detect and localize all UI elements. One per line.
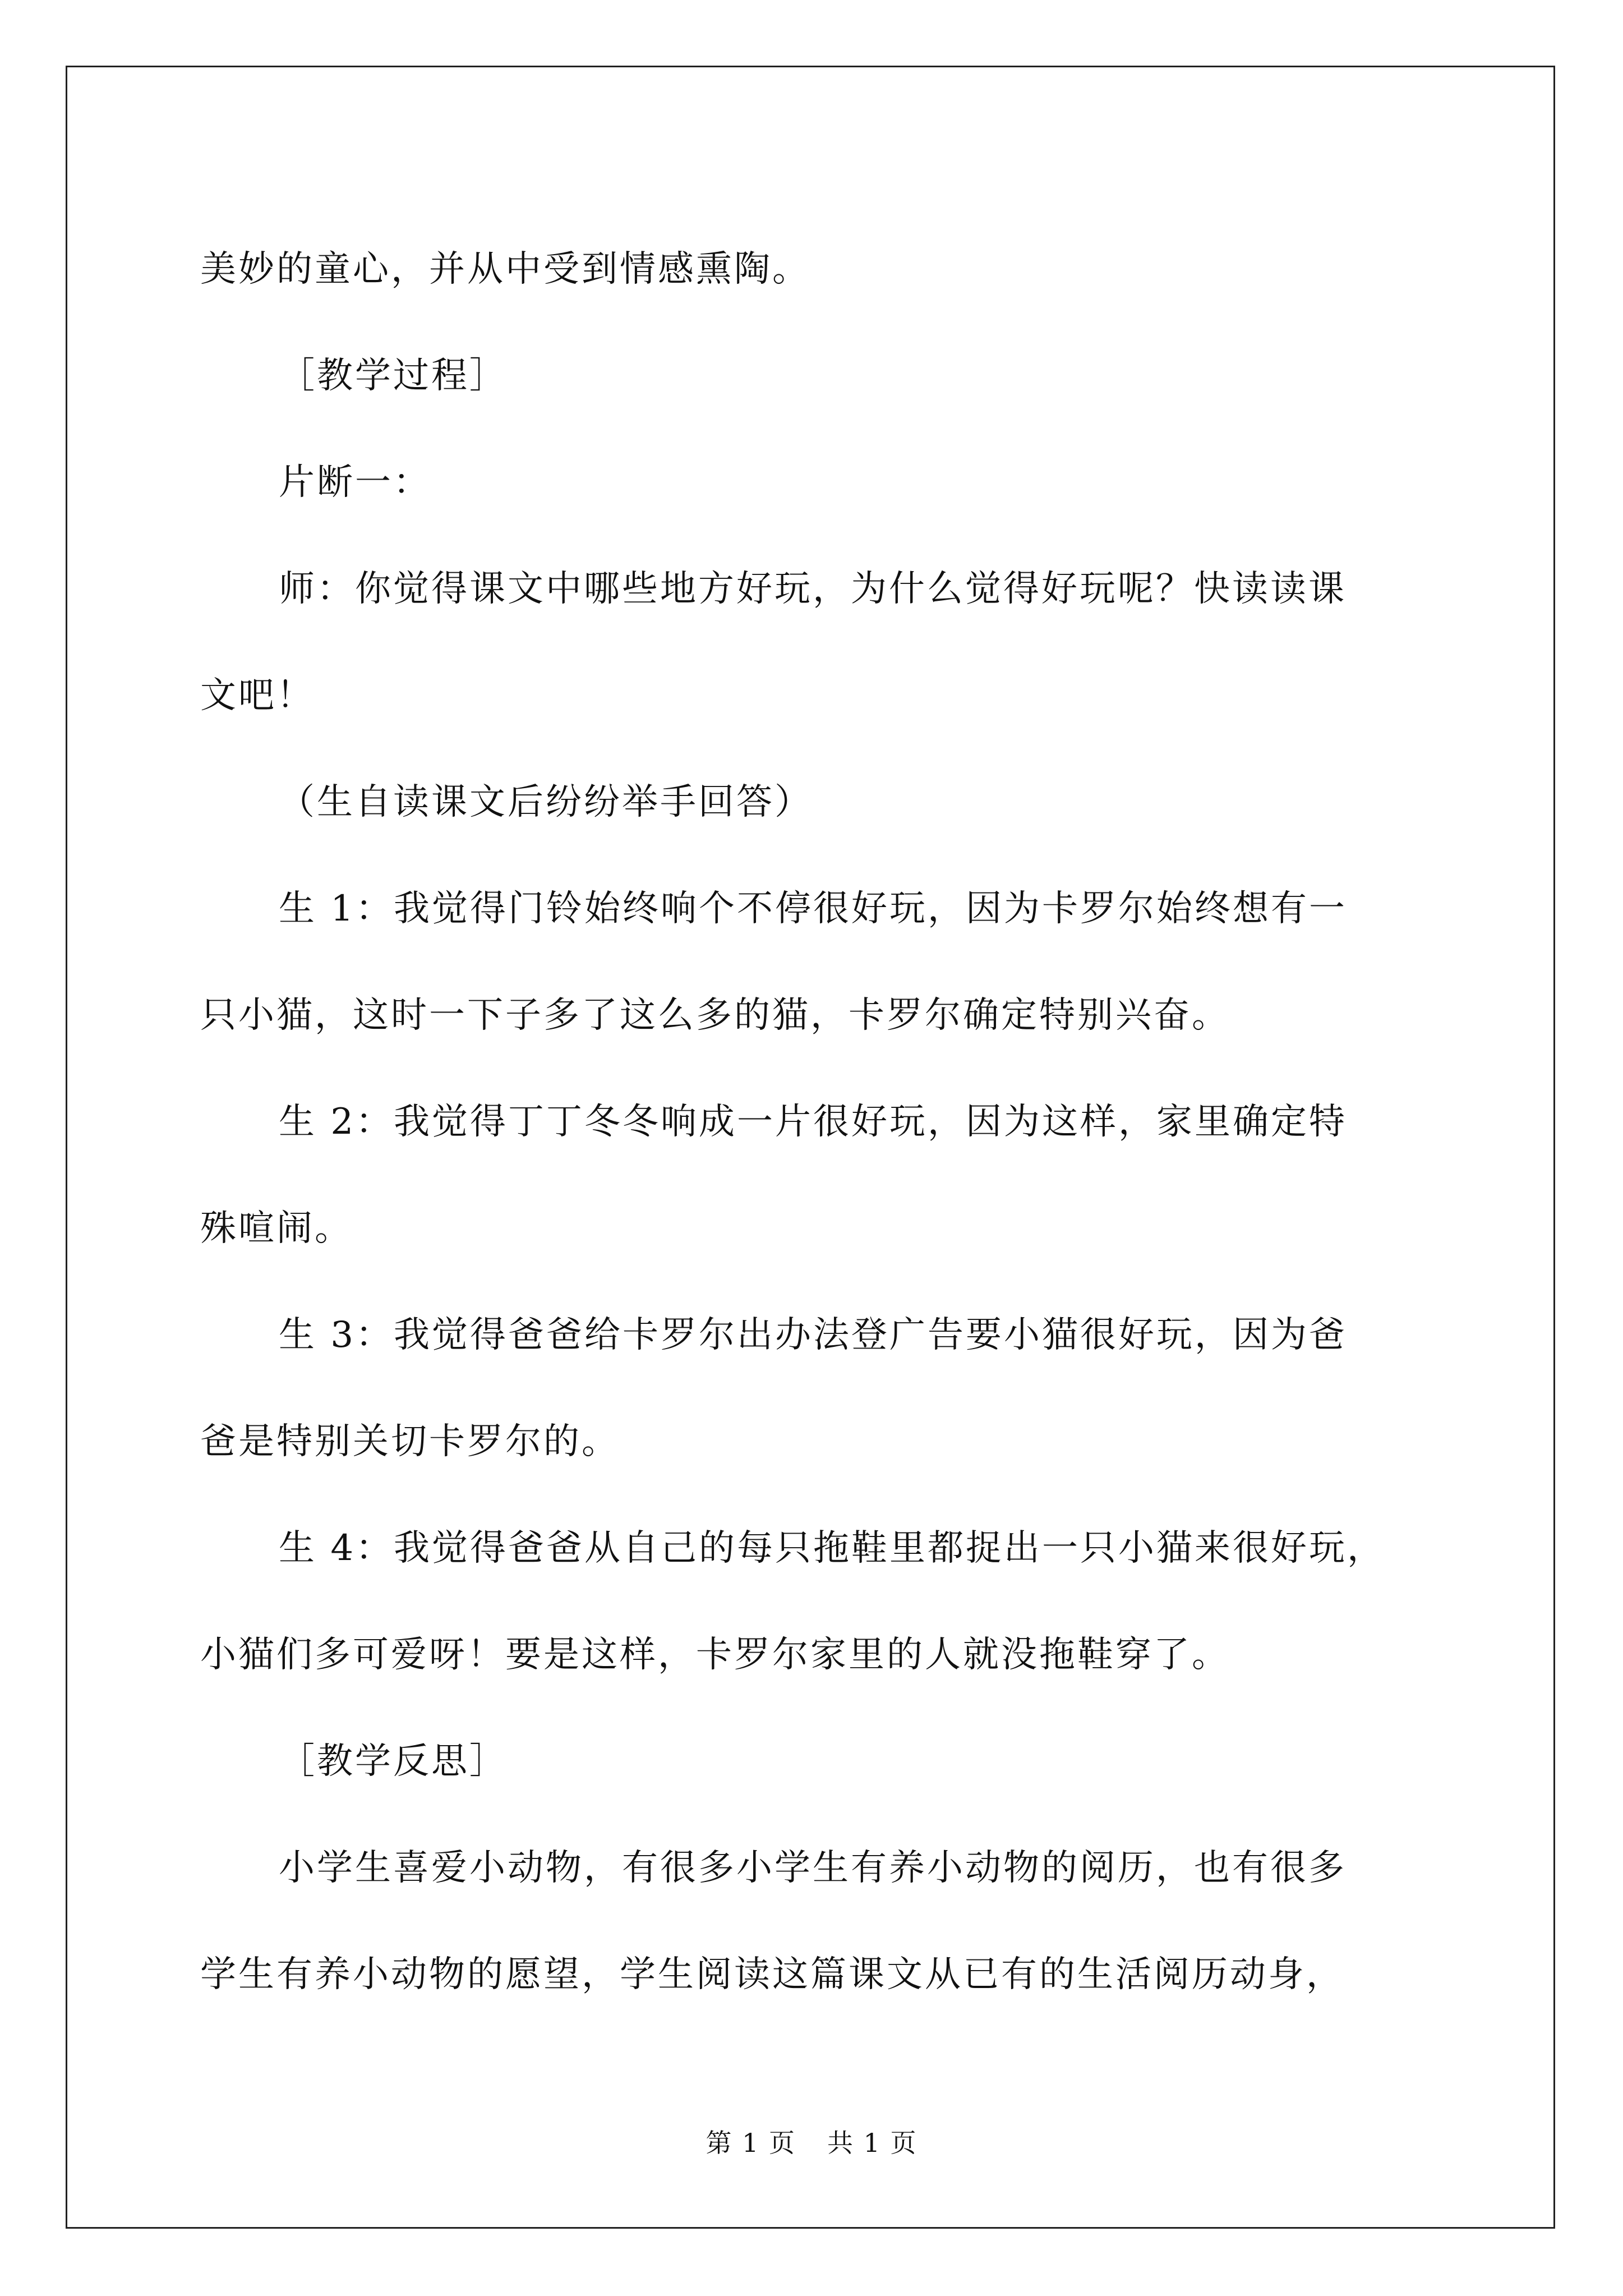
text-line: 学生有养小动物的愿望，学生阅读这篇课文从已有的生活阅历动身， (200, 1954, 1344, 1995)
section-heading: ［教学过程］ (279, 355, 508, 397)
text-line: 只小猫，这时一下子多了这么多的猫，卡罗尔确定特别兴奋。 (200, 995, 1230, 1036)
text-line: 生 4：我觉得爸爸从自己的每只拖鞋里都捉出一只小猫来很好玩， (279, 1527, 1386, 1569)
text-line: （生自读课文后纷纷举手回答） (279, 781, 813, 823)
section-heading: ［教学反思］ (279, 1741, 508, 1782)
text-line: 片断一： (279, 462, 431, 503)
page-total: 共 1 页 (827, 2128, 917, 2158)
text-line: 文吧！ (200, 675, 315, 716)
page-number: 第 1 页 (706, 2128, 796, 2158)
text-line: 爸是特别关切卡罗尔的。 (200, 1421, 620, 1462)
document-body (200, 216, 1470, 2028)
text-line: 殊喧闹。 (200, 1208, 353, 1249)
text-line: 生 1：我觉得门铃始终响个不停很好玩，因为卡罗尔始终想有一 (279, 888, 1348, 930)
text-line: 生 2：我觉得丁丁冬冬响成一片很好玩，因为这样，家里确定特 (279, 1101, 1348, 1143)
text-line: 师：你觉得课文中哪些地方好玩，为什么觉得好玩呢？快读读课 (279, 568, 1347, 610)
text-line: 小学生喜爱小动物，有很多小学生有养小动物的阅历，也有很多 (279, 1847, 1347, 1889)
text-line: 美妙的童心，并从中受到情感熏陶。 (200, 249, 810, 290)
text-line: 小猫们多可爱呀！要是这样，卡罗尔家里的人就没拖鞋穿了。 (200, 1634, 1230, 1676)
page-footer (0, 2126, 1623, 2160)
text-line: 生 3：我觉得爸爸给卡罗尔出办法登广告要小猫很好玩，因为爸 (279, 1314, 1348, 1356)
